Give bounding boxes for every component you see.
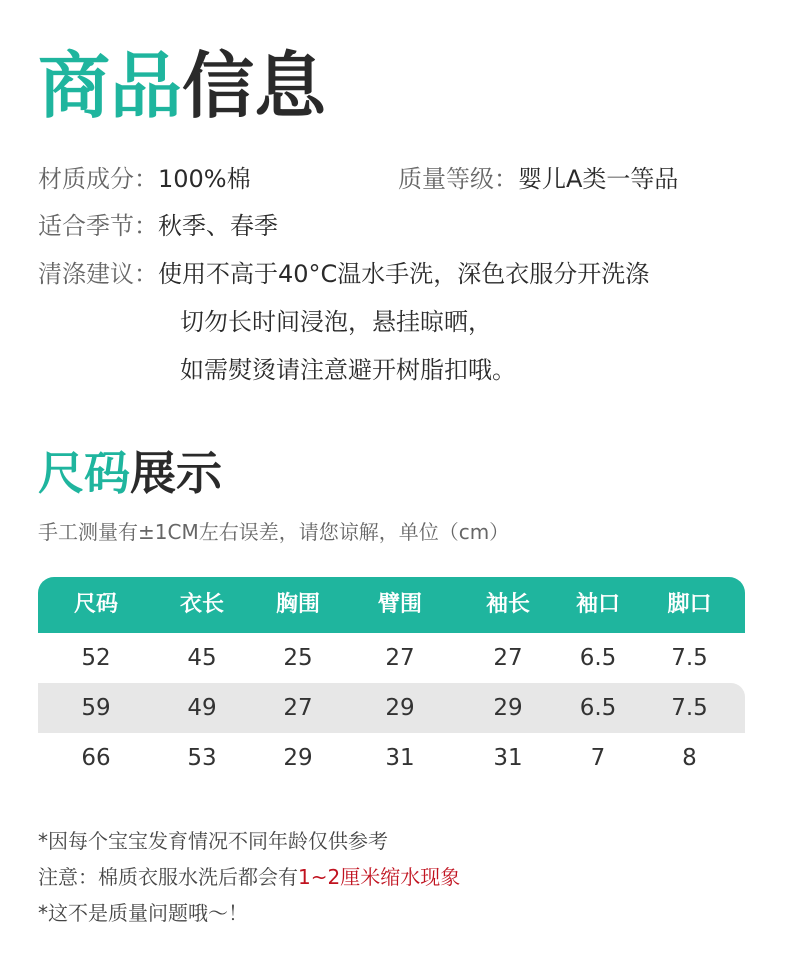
header-cell-cuff: 袖口 xyxy=(575,592,620,617)
grade-row xyxy=(398,167,678,191)
measurement-note: 手工测量有±1CM左右误差，请您谅解，单位（cm） xyxy=(38,520,510,544)
table-cell: 29 xyxy=(283,744,313,771)
table-cell: 8 xyxy=(682,744,697,771)
material-value: 100%棉 xyxy=(158,165,251,193)
table-cell: 29 xyxy=(493,694,523,721)
washing-line-1: 使用不高于40°C温水手洗，深色衣服分开洗涤 xyxy=(158,260,650,288)
table-cell: 53 xyxy=(187,744,217,771)
grade-value: 婴儿A类一等品 xyxy=(518,165,679,193)
table-cell: 6.5 xyxy=(579,694,617,721)
product-info-title-accent: 商品 xyxy=(38,44,183,128)
season-label: 适合季节： xyxy=(38,212,158,240)
size-title-rest: 展示 xyxy=(130,446,222,500)
season-value: 秋季、春季 xyxy=(158,212,278,240)
table-cell: 66 xyxy=(81,744,111,771)
table-cell: 31 xyxy=(385,744,415,771)
table-row xyxy=(38,683,745,733)
shrinkage-note xyxy=(38,867,460,887)
product-info-title xyxy=(38,44,327,128)
washing-row xyxy=(38,262,649,286)
shrinkage-note-prefix: 注意：棉质衣服水洗后都会有 xyxy=(38,865,298,889)
table-cell: 7.5 xyxy=(671,694,708,721)
table-cell: 52 xyxy=(81,644,111,671)
table-cell: 45 xyxy=(187,644,217,671)
table-cell: 27 xyxy=(283,694,313,721)
table-header xyxy=(38,577,745,633)
table-cell: 7.5 xyxy=(671,644,708,671)
shrinkage-note-highlight: 1~2厘米缩水现象 xyxy=(298,865,461,889)
header-cell-size: 尺码 xyxy=(73,592,118,617)
header-cell-length: 衣长 xyxy=(179,592,224,617)
header-cell-arm: 臂围 xyxy=(377,592,422,617)
washing-line-3: 如需熨烫请注意避开树脂扣哦。 xyxy=(180,356,516,384)
size-table xyxy=(38,577,745,783)
size-section-title xyxy=(38,446,222,500)
season-row xyxy=(38,214,278,238)
table-cell: 49 xyxy=(187,694,217,721)
quality-disclaimer: *这不是质量问题哦～！ xyxy=(38,901,248,925)
material-row xyxy=(38,167,251,191)
table-cell: 29 xyxy=(385,694,415,721)
header-cell-ankle: 脚口 xyxy=(667,592,712,617)
washing-label: 清涤建议： xyxy=(38,260,158,288)
table-row xyxy=(38,733,745,783)
table-cell: 25 xyxy=(283,644,313,671)
material-label: 材质成分： xyxy=(38,165,158,193)
table-cell: 7 xyxy=(590,744,606,771)
table-cell: 27 xyxy=(493,644,523,671)
age-reference-note: *因每个宝宝发育情况不同年龄仅供参考 xyxy=(38,829,388,853)
table-cell: 31 xyxy=(493,744,523,771)
table-cell: 6.5 xyxy=(579,644,617,671)
size-title-accent: 尺码 xyxy=(38,446,130,500)
table-cell: 59 xyxy=(81,694,111,721)
header-cell-sleeve-length: 袖长 xyxy=(485,592,530,617)
grade-label: 质量等级： xyxy=(398,165,518,193)
product-info-title-rest: 信息 xyxy=(182,44,327,128)
table-cell: 27 xyxy=(385,644,415,671)
header-cell-chest: 胸围 xyxy=(275,592,320,617)
table-row xyxy=(38,633,745,683)
washing-line-2: 切勿长时间浸泡，悬挂晾晒， xyxy=(180,308,492,336)
